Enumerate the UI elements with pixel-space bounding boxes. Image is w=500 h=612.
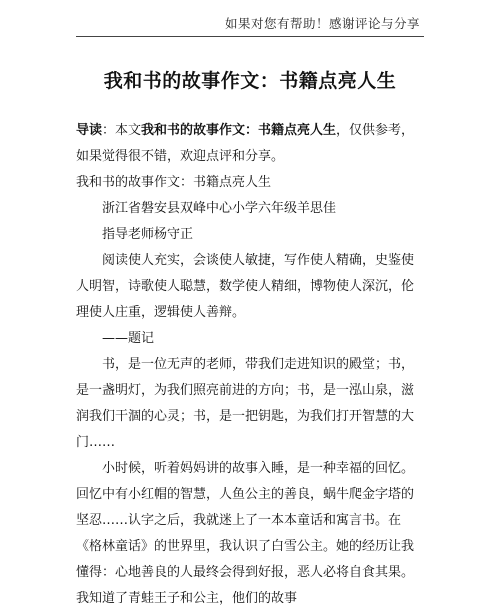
document-title: 我和书的故事作文：书籍点亮人生 <box>103 70 397 92</box>
paragraph-heading: 我和书的故事作文：书籍点亮人生 <box>76 175 272 190</box>
intro-paragraph <box>76 118 425 170</box>
header-note: 如果对您有帮助！感谢评论与分享 <box>224 16 420 31</box>
intro-bold-title: 我和书的故事作文：书籍点亮人生 <box>141 123 337 138</box>
epigraph-attribution: ——题记 <box>102 331 155 346</box>
intro-separator: ：本文 <box>102 123 142 138</box>
body-paragraph: 书，是一位无声的老师，带我们走进知识的殿堂；书，是一盏明灯，为我们照亮前进的方向；书，是一泓山泉，滋润我们干涸的心灵；书，是一把钥匙，为我们打开智慧的大门…… <box>76 357 415 450</box>
header-divider <box>76 36 424 37</box>
epigraph-paragraph: 阅读使人充实，会谈使人敏捷，写作使人精确，史鉴使人明智，诗歌使人聪慧，数学使人精细，博物使人深沉，伦理使人庄重，逻辑使人善辩。 <box>76 253 415 320</box>
body-paragraph: 小时候，听着妈妈讲的故事入睡，是一种幸福的回忆。回忆中有小红帽的智慧，人鱼公主的善良，蜗牛爬金字塔的坚忍……认字之后，我就迷上了一本本童话和寓言书。在《格林童话》的世界里，我认识了白雪公主。她的经历让我懂得：心地善良的人最终会得到好报，恶人必将自食其果。我知道了青蛙王子和公主，他们的故事 <box>76 461 415 606</box>
author-line: 浙江省磐安县双峰中心小学六年级羊思佳 <box>102 201 337 216</box>
intro-rest: ，仅供参考，如果觉得很不错，欢迎点评和分享。 <box>76 123 415 164</box>
teacher-line: 指导老师杨守正 <box>102 227 194 242</box>
document-body <box>76 118 425 612</box>
intro-label: 导读 <box>76 123 103 138</box>
